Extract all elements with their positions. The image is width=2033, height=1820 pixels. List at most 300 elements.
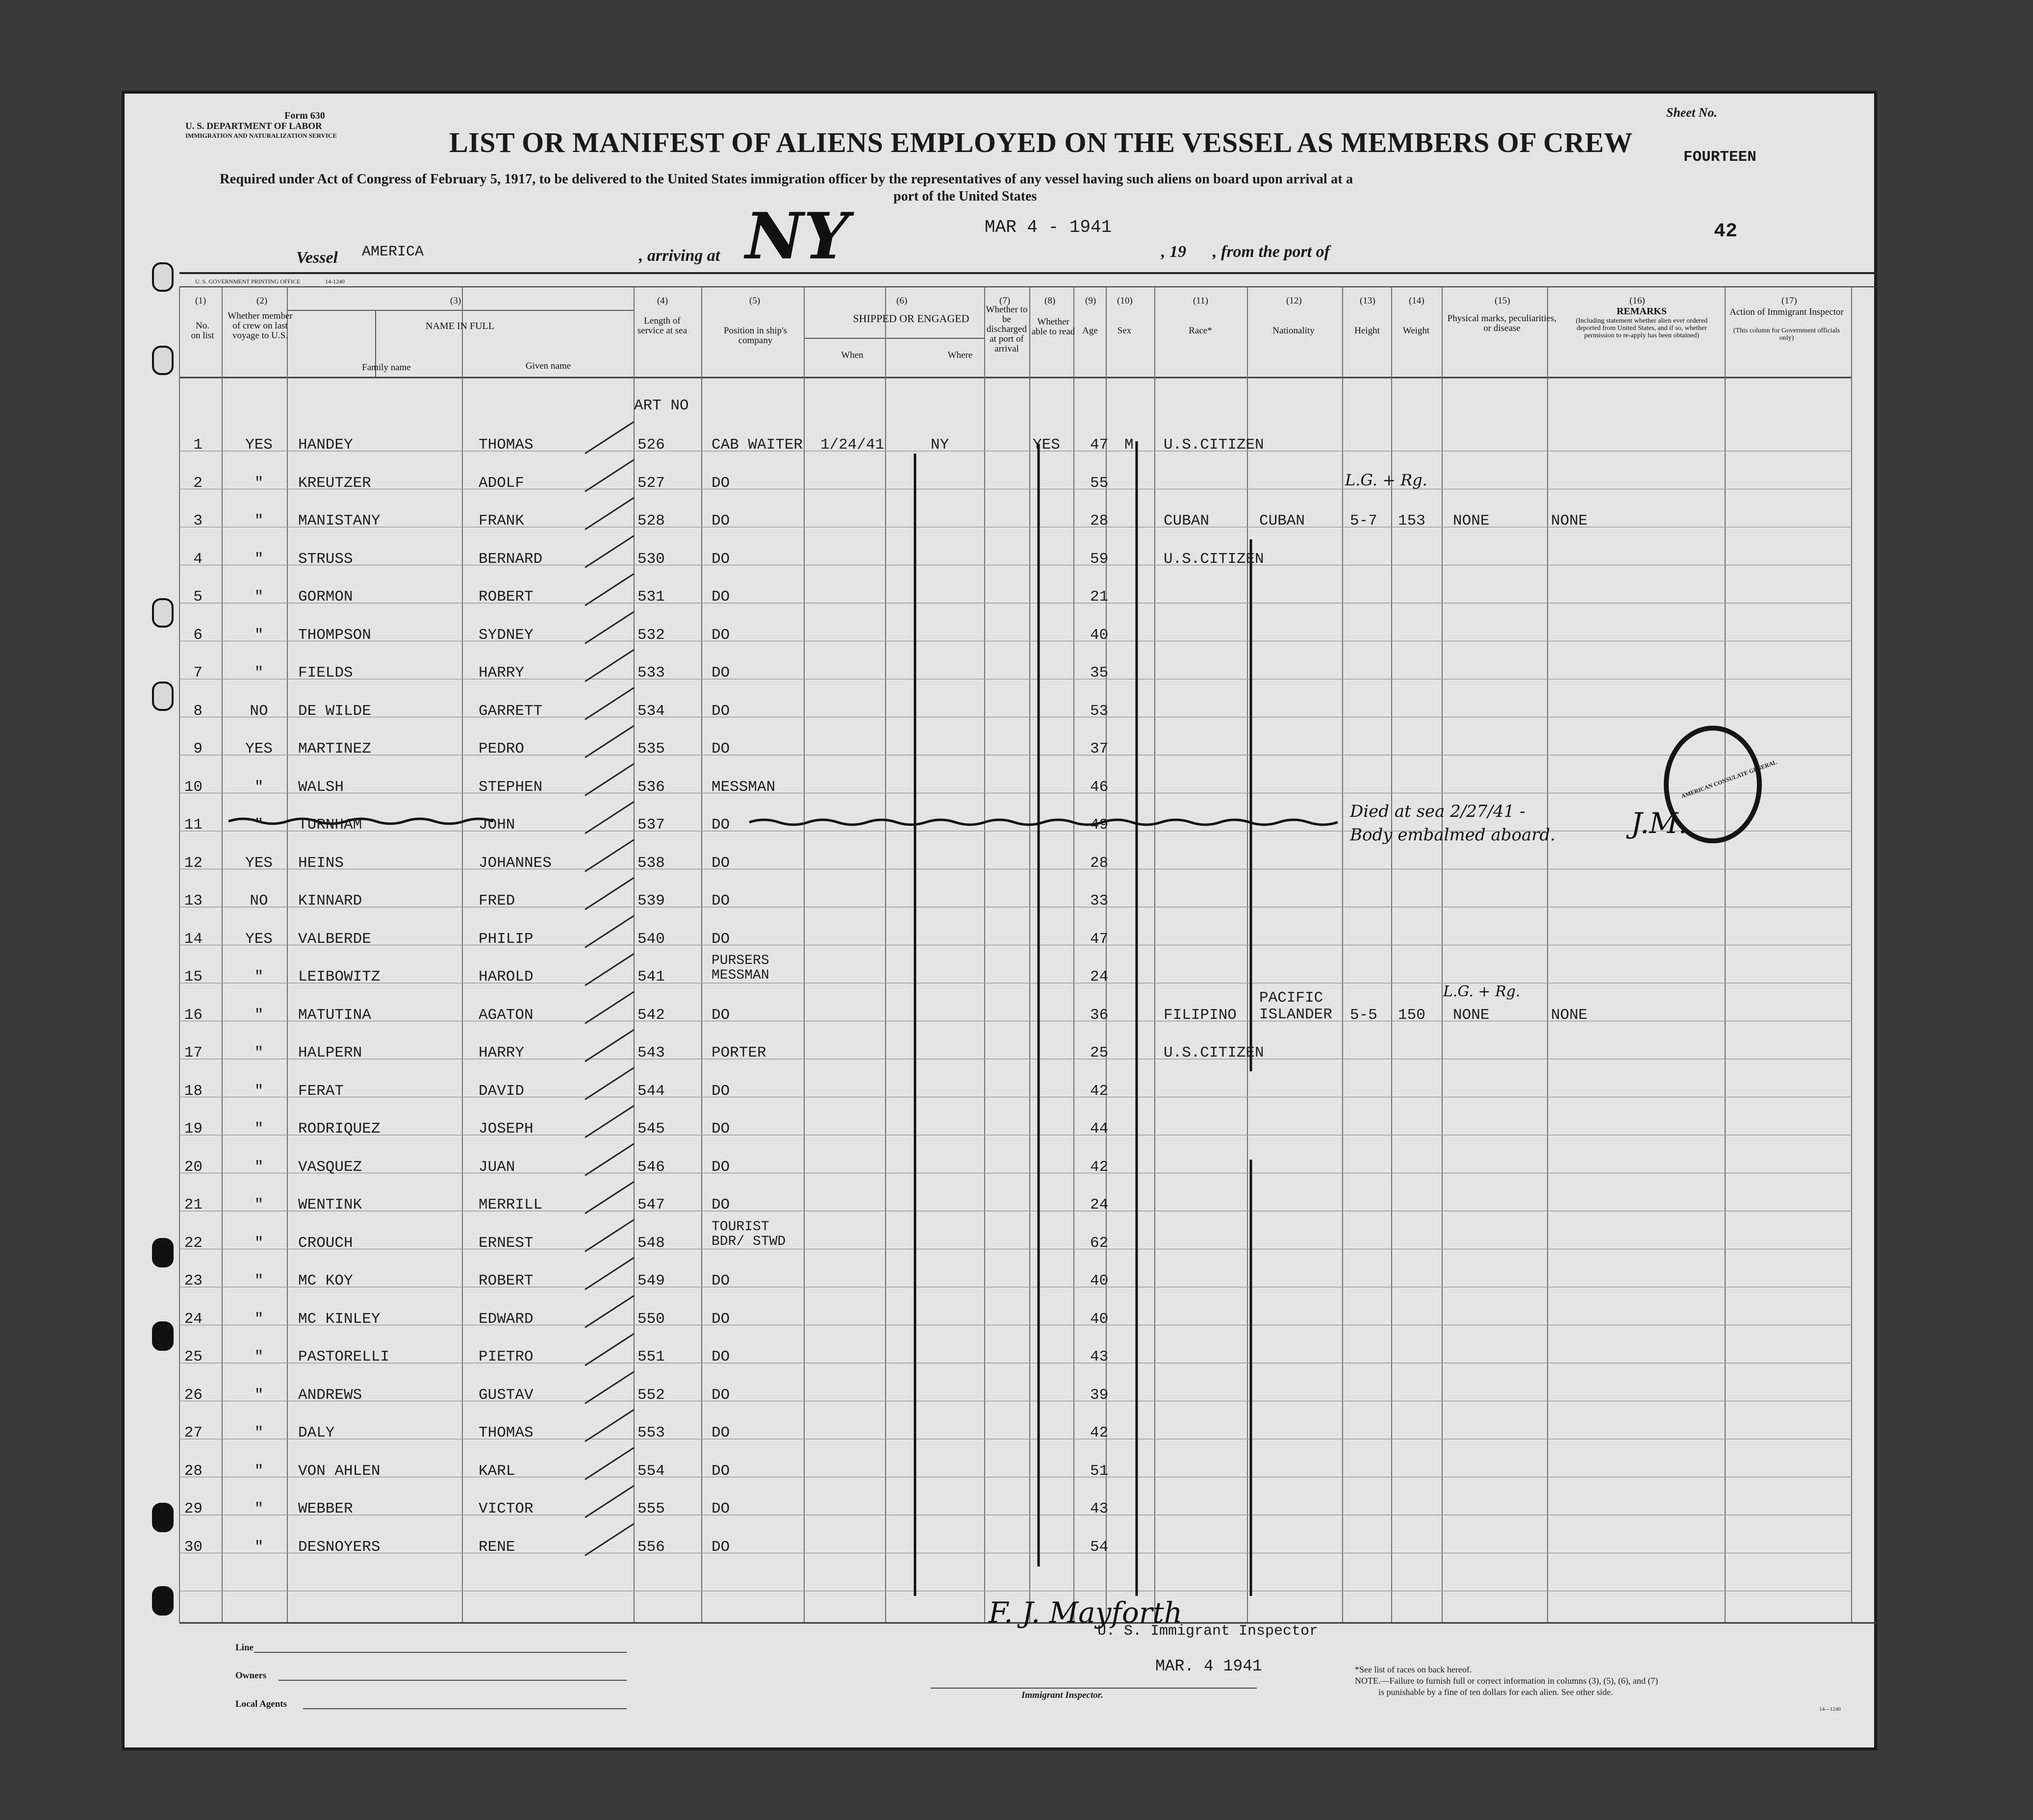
row-no: 27: [184, 1424, 203, 1441]
check-stroke: [585, 1524, 634, 1556]
row-prev: ": [254, 1196, 264, 1213]
line-label: Line: [235, 1643, 254, 1653]
row-given: FRED: [479, 892, 515, 910]
row-family: TURNHAM: [298, 816, 362, 834]
row-age: 25: [1090, 1044, 1109, 1062]
row-given: BERNARD: [479, 550, 543, 568]
row-art: 539: [637, 892, 665, 910]
row-prev: ": [254, 1424, 264, 1441]
col10-number: (10): [1117, 296, 1133, 306]
row-prev: ": [254, 1538, 264, 1556]
footer-code: 14—1240: [1819, 1706, 1841, 1712]
row-art: 527: [637, 474, 665, 492]
row-position: DO: [712, 1348, 730, 1365]
row-family: GORMON: [298, 588, 353, 606]
col5-header: Position in ship's company: [723, 326, 788, 346]
row-no: 17: [184, 1044, 203, 1062]
check-stroke: [585, 954, 634, 986]
arriving-label: , arriving at: [639, 247, 720, 265]
row-position: DO: [712, 626, 730, 644]
row-prev: NO: [250, 702, 268, 720]
row-prev: YES: [245, 930, 273, 948]
subtitle-line-1: Required under Act of Congress of February 5, 1917, to be delivered to the United States immigration officer by the representatives of any vessel having such aliens on board upon arrival at a: [220, 172, 1353, 187]
row-no: 20: [184, 1158, 203, 1176]
row-prev: ": [254, 1006, 264, 1024]
row-art: 547: [637, 1196, 665, 1213]
row-prev: ": [254, 1044, 264, 1062]
row-given: THOMAS: [479, 1424, 534, 1441]
row-no: 28: [184, 1462, 203, 1480]
row-position: DO: [712, 1272, 730, 1289]
col9-number: (9): [1085, 296, 1096, 306]
row-position: DO: [712, 1310, 730, 1328]
row-no: 8: [193, 702, 203, 720]
check-stroke: [585, 802, 634, 834]
row-age: 40: [1090, 626, 1109, 644]
check-stroke: [585, 1448, 634, 1480]
row-family: THOMPSON: [298, 626, 371, 644]
row-no: 15: [184, 968, 203, 986]
check-stroke: [585, 1486, 634, 1517]
row-given: PEDRO: [479, 740, 525, 758]
col6-when-header: When: [841, 350, 864, 360]
row-race: CUBAN: [1164, 512, 1210, 530]
row-nationality: CUBAN: [1259, 512, 1305, 530]
row-no: 21: [184, 1196, 203, 1213]
col3-number: (3): [450, 296, 461, 306]
row-prev: NO: [250, 892, 268, 910]
row-race: U.S.CITIZEN: [1164, 1044, 1264, 1062]
col8-number: (8): [1044, 296, 1056, 306]
row-position: DO: [712, 474, 730, 492]
row-art: 531: [637, 588, 665, 606]
row-age: 47: [1090, 436, 1109, 454]
row-prev: ": [254, 626, 264, 644]
row-family: HEINS: [298, 854, 344, 872]
row-11-strikethrough: [229, 819, 1338, 825]
row-art: 551: [637, 1348, 665, 1365]
row-family: FERAT: [298, 1082, 344, 1100]
check-stroke: [585, 460, 634, 492]
check-stroke: [585, 992, 634, 1024]
check-stroke: [585, 422, 634, 454]
row-no: 13: [184, 892, 203, 910]
row-family: CROUCH: [298, 1234, 353, 1252]
row-art: 550: [637, 1310, 665, 1328]
check-stroke: [585, 764, 634, 796]
row-age: 55: [1090, 474, 1109, 492]
col1-header: No. on list: [191, 321, 214, 341]
department-line: U. S. DEPARTMENT OF LABOR: [185, 121, 322, 131]
inspector-date: MAR. 4 1941: [1155, 1657, 1262, 1675]
row-prev: ": [254, 1120, 264, 1138]
row-given: PHILIP: [479, 930, 534, 948]
row-no: 24: [184, 1310, 203, 1328]
col7-header: Whether to be discharged at port of arrival: [986, 304, 1028, 354]
check-stroke: [585, 612, 634, 644]
row-given: AGATON: [479, 1006, 534, 1024]
row-prev: YES: [245, 854, 273, 872]
row-prev: YES: [245, 740, 273, 758]
row-age: 37: [1090, 740, 1109, 758]
row-art: 540: [637, 930, 665, 948]
row-position: DO: [712, 1424, 730, 1441]
row-prev: ": [254, 588, 264, 606]
handwritten-note-row3: L.G. + Rg.: [1345, 471, 1427, 489]
row-no: 14: [184, 930, 203, 948]
vessel-label: Vessel: [296, 249, 338, 267]
row-no: 4: [193, 550, 203, 568]
row-position: DO: [712, 892, 730, 910]
row-art: 537: [637, 816, 665, 834]
row-age: 24: [1090, 1196, 1109, 1213]
row-sex: M: [1124, 436, 1134, 454]
row-position: DO: [712, 1462, 730, 1480]
check-stroke: [585, 1182, 634, 1213]
row-family: WEBBER: [298, 1500, 353, 1517]
row-position: DO: [712, 1006, 730, 1024]
check-stroke: [585, 1372, 634, 1404]
row-position: DO: [712, 1158, 730, 1176]
row-prev: ": [254, 1386, 264, 1404]
handwritten-death-note-2: Body embalmed aboard.: [1350, 825, 1556, 845]
row-given: ERNEST: [479, 1234, 534, 1252]
inspector-signature: F. J. Mayforth: [989, 1596, 1183, 1629]
check-stroke: [585, 1258, 634, 1289]
row-age: 53: [1090, 702, 1109, 720]
row-family: MC KOY: [298, 1272, 353, 1289]
col14-header: Weight: [1402, 326, 1430, 336]
row-prev: ": [254, 1272, 264, 1289]
row-age: 35: [1090, 664, 1109, 682]
row-no: 30: [184, 1538, 203, 1556]
row-height: 5-7: [1350, 512, 1377, 530]
row-art: 530: [637, 550, 665, 568]
row-art: 534: [637, 702, 665, 720]
row-given: FRANK: [479, 512, 525, 530]
check-stroke: [585, 1410, 634, 1441]
row-given: HAROLD: [479, 968, 534, 986]
row-no: 19: [184, 1120, 203, 1138]
row-weight: 153: [1398, 512, 1425, 530]
row-given: ROBERT: [479, 588, 534, 606]
row-given: STEPHEN: [479, 778, 543, 796]
consulate-stamp: [1664, 726, 1778, 843]
row-given: KARL: [479, 1462, 515, 1480]
col2-header: Whether member of crew on last voyage to U.S.: [228, 311, 293, 341]
row-no: 1: [193, 436, 203, 454]
col1-number: (1): [195, 296, 206, 306]
row-position: DO: [712, 1500, 730, 1517]
col14-number: (14): [1409, 296, 1424, 306]
local-agents-label: Local Agents: [235, 1699, 287, 1709]
row-no: 29: [184, 1500, 203, 1517]
row-art: 526: [637, 436, 665, 454]
row-family: DE WILDE: [298, 702, 371, 720]
row-position: DO: [712, 1538, 730, 1556]
row-race: U.S.CITIZEN: [1164, 550, 1264, 568]
row-age: 40: [1090, 1272, 1109, 1289]
row-given: GUSTAV: [479, 1386, 534, 1404]
row-given: ADOLF: [479, 474, 525, 492]
row-age: 54: [1090, 1538, 1109, 1556]
inspector-typed: U. S. Immigrant Inspector: [1097, 1623, 1319, 1640]
row-no: 22: [184, 1234, 203, 1252]
col6-header: SHIPPED OR ENGAGED: [853, 312, 969, 325]
row-prev: ": [254, 1348, 264, 1365]
col4-header: Length of service at sea: [637, 316, 687, 336]
row-family: MATUTINA: [298, 1006, 371, 1024]
row-age: 28: [1090, 512, 1109, 530]
row-family: DALY: [298, 1424, 335, 1441]
row-given: JUAN: [479, 1158, 515, 1176]
row-position: DO: [712, 512, 730, 530]
penalty-note-1: NOTE.—Failure to furnish full or correct information in columns (3), (5), (6), and (7): [1355, 1676, 1658, 1686]
row-prev: ": [254, 1500, 264, 1517]
col6-where-header: Where: [947, 350, 973, 360]
col13-header: Height: [1354, 326, 1380, 336]
row-remarks: NONE: [1551, 1006, 1588, 1024]
row-position: DO: [712, 1082, 730, 1100]
row-age: 43: [1090, 1500, 1109, 1517]
col3-family-header: Family name: [362, 362, 411, 373]
row-given: JOSEPH: [479, 1120, 534, 1138]
row-prev: ": [254, 778, 264, 796]
stamp-text: AMERICAN CONSULATE GENERAL: [1680, 758, 1778, 800]
row-age: 43: [1090, 1348, 1109, 1365]
sheet-no-label: Sheet No.: [1666, 105, 1717, 120]
row-art: 555: [637, 1500, 665, 1517]
row-prev: ": [254, 1234, 264, 1252]
row-no: 3: [193, 512, 203, 530]
row-given: SYDNEY: [479, 626, 534, 644]
row-prev: ": [254, 968, 264, 986]
row-position: DO: [712, 1120, 730, 1138]
row-race: U.S.CITIZEN: [1164, 436, 1264, 454]
row-prev: ": [254, 512, 264, 530]
col17-header: Action of Immigrant Inspector: [1729, 307, 1844, 317]
row-given: THOMAS: [479, 436, 534, 454]
art-no-label: ART NO: [634, 397, 689, 414]
row-position: MESSMAN: [712, 778, 776, 796]
row-read: YES: [1033, 436, 1060, 454]
row-position: TOURIST BDR/ STWD: [712, 1219, 786, 1249]
row-position: DO: [712, 1196, 730, 1213]
row-no: 2: [193, 474, 203, 492]
row-art: 528: [637, 512, 665, 530]
row-remarks: NONE: [1551, 512, 1588, 530]
row-no: 5: [193, 588, 203, 606]
handwritten-death-note-1: Died at sea 2/27/41 -: [1350, 802, 1525, 821]
row-family: KINNARD: [298, 892, 362, 910]
row-art: 549: [637, 1272, 665, 1289]
row-age: 62: [1090, 1234, 1109, 1252]
row-age: 36: [1090, 1006, 1109, 1024]
col5-number: (5): [749, 296, 761, 306]
row-art: 541: [637, 968, 665, 986]
row-given: HARRY: [479, 1044, 525, 1062]
row-given: GARRETT: [479, 702, 543, 720]
row-position: DO: [712, 854, 730, 872]
owners-label: Owners: [235, 1670, 267, 1681]
from-port-label: , from the port of: [1213, 243, 1330, 261]
check-stroke: [585, 1144, 634, 1176]
handwritten-initials: J.M.: [1631, 807, 1688, 840]
row-where: NY: [931, 436, 949, 454]
row-age: 49: [1090, 816, 1109, 834]
row-no: 25: [184, 1348, 203, 1365]
row-art: 532: [637, 626, 665, 644]
check-stroke: [585, 726, 634, 758]
col12-number: (12): [1286, 296, 1302, 306]
row-art: 552: [637, 1386, 665, 1404]
row-position: DO: [712, 550, 730, 568]
row-age: 33: [1090, 892, 1109, 910]
row-no: 7: [193, 664, 203, 682]
row-prev: ": [254, 550, 264, 568]
row-family: VON AHLEN: [298, 1462, 381, 1480]
row-family: MARTINEZ: [298, 740, 371, 758]
row-no: 26: [184, 1386, 203, 1404]
row-no: 9: [193, 740, 203, 758]
row-family: STRUSS: [298, 550, 353, 568]
row-family: WENTINK: [298, 1196, 362, 1213]
row-position: DO: [712, 588, 730, 606]
col17-number: (17): [1781, 296, 1797, 306]
row-no: 10: [184, 778, 203, 796]
row-position: CAB WAITER: [712, 436, 803, 454]
check-stroke: [585, 1106, 634, 1138]
col6-number: (6): [896, 296, 908, 306]
row-art: 553: [637, 1424, 665, 1441]
manifest-sheet: [122, 91, 1877, 1750]
row-family: VALBERDE: [298, 930, 371, 948]
printing-code: 14-1240: [325, 278, 345, 285]
col9-header: Age: [1082, 326, 1098, 336]
row-family: RODRIQUEZ: [298, 1120, 381, 1138]
row-given: JOHANNES: [479, 854, 552, 872]
row-no: 23: [184, 1272, 203, 1289]
row-prev: ": [254, 1310, 264, 1328]
row-age: 28: [1090, 854, 1109, 872]
check-stroke: [585, 688, 634, 720]
row-given: JOHN: [479, 816, 515, 834]
row-age: 47: [1090, 930, 1109, 948]
col16-number: (16): [1629, 296, 1645, 306]
subtitle-line-2: port of the United States: [893, 189, 1037, 204]
row-age: 42: [1090, 1424, 1109, 1441]
col16-header: REMARKS: [1616, 306, 1667, 317]
arriving-port-handwritten: NY: [745, 199, 849, 274]
row-art: 538: [637, 854, 665, 872]
row-age: 59: [1090, 550, 1109, 568]
page-number: 42: [1714, 221, 1738, 243]
row-art: 544: [637, 1082, 665, 1100]
col17-subheader: (This column for Government officials only): [1733, 327, 1840, 342]
row-prev: ": [254, 664, 264, 682]
row-age: 21: [1090, 588, 1109, 606]
row-family: LEIBOWITZ: [298, 968, 381, 986]
row-art: 535: [637, 740, 665, 758]
row-position: DO: [712, 664, 730, 682]
arrival-date: MAR 4 - 1941: [985, 217, 1112, 237]
row-art: 536: [637, 778, 665, 796]
row-when: 1/24/41: [820, 436, 885, 454]
row-given: VICTOR: [479, 1500, 534, 1517]
row-no: 6: [193, 626, 203, 644]
row-given: ROBERT: [479, 1272, 534, 1289]
form-number: Form 630: [284, 110, 325, 121]
row-family: DESNOYERS: [298, 1538, 381, 1556]
check-stroke: [585, 536, 634, 568]
col11-header: Race*: [1189, 326, 1212, 336]
check-stroke: [585, 1030, 634, 1062]
row-position: DO: [712, 740, 730, 758]
col3-header: NAME IN FULL: [426, 321, 494, 331]
service-line: IMMIGRATION AND NATURALIZATION SERVICE: [185, 132, 337, 139]
row-given: RENE: [479, 1538, 515, 1556]
col15-number: (15): [1495, 296, 1510, 306]
row-no: 11: [184, 816, 203, 834]
race-note: *See list of races on back hereof.: [1355, 1665, 1472, 1674]
row-prev: YES: [245, 436, 273, 454]
col10-header: Sex: [1117, 326, 1132, 336]
row-art: 543: [637, 1044, 665, 1062]
row-race: FILIPINO: [1164, 1006, 1237, 1024]
row-family: PASTORELLI: [298, 1348, 390, 1365]
row-prev: ": [254, 1158, 264, 1176]
row-position: DO: [712, 702, 730, 720]
row-family: WALSH: [298, 778, 344, 796]
check-stroke: [585, 498, 634, 530]
row-age: 46: [1090, 778, 1109, 796]
row-prev: ": [254, 1082, 264, 1100]
row-family: FIELDS: [298, 664, 353, 682]
row-art: 533: [637, 664, 665, 682]
col16-subheader: (Including statement whether alien ever ordered deported from United States, and if so, whether permission to re-apply has been obtained): [1576, 317, 1708, 339]
check-stroke: [585, 650, 634, 682]
check-stroke: [585, 840, 634, 872]
check-stroke: [585, 1068, 634, 1100]
check-stroke: [585, 1334, 634, 1365]
row-age: 42: [1090, 1158, 1109, 1176]
row-age: 42: [1090, 1082, 1109, 1100]
row-given: EDWARD: [479, 1310, 534, 1328]
row-no: 18: [184, 1082, 203, 1100]
check-stroke: [585, 1296, 634, 1328]
page-title: LIST OR MANIFEST OF ALIENS EMPLOYED ON THE VESSEL AS MEMBERS OF CREW: [449, 126, 1633, 158]
check-stroke: [585, 878, 634, 910]
row-family: VASQUEZ: [298, 1158, 362, 1176]
row-position: DO: [712, 930, 730, 948]
row-given: PIETRO: [479, 1348, 534, 1365]
row-age: 24: [1090, 968, 1109, 986]
row-age: 44: [1090, 1120, 1109, 1138]
handwritten-note-row16: L.G. + Rg.: [1443, 983, 1521, 1000]
col11-number: (11): [1193, 296, 1208, 306]
check-stroke: [585, 1220, 634, 1252]
check-stroke: [585, 916, 634, 948]
row-art: 542: [637, 1006, 665, 1024]
row-no: 16: [184, 1006, 203, 1024]
row-art: 546: [637, 1158, 665, 1176]
row-family: MANISTANY: [298, 512, 381, 530]
row-position: PORTER: [712, 1044, 766, 1062]
row-given: DAVID: [479, 1082, 525, 1100]
sheet-no-value: FOURTEEN: [1683, 149, 1756, 166]
check-stroke: [585, 574, 634, 606]
row-family: MC KINLEY: [298, 1310, 381, 1328]
